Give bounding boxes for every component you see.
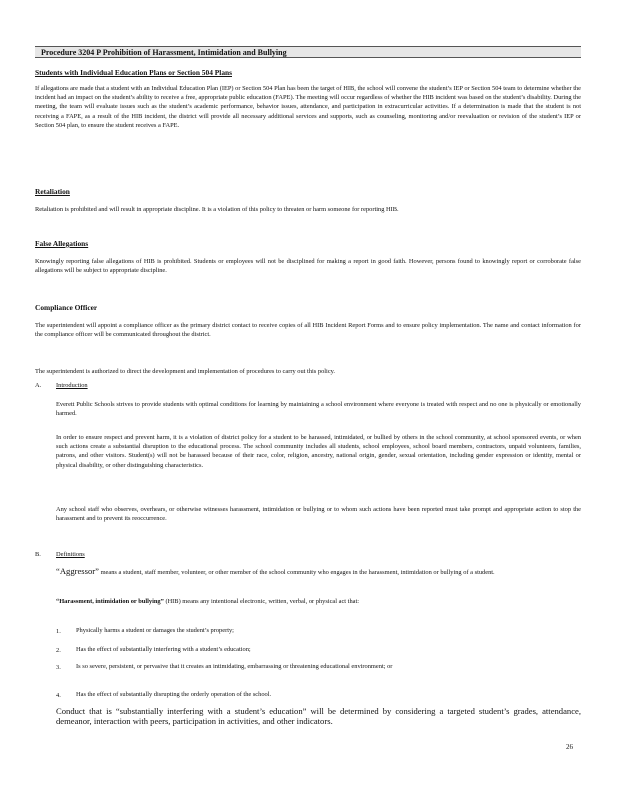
definitions-heading: Definitions [56,551,85,558]
page-number: 26 [566,743,573,751]
compliance-paragraph-2: The superintendent is authorized to direct the development and implementation of procedures to carry out this policy. [35,368,336,375]
list-item-text: Has the effect of substantially interfering with a student’s education; [76,646,251,653]
introduction-paragraph-2: In order to ensure respect and prevent harm, it is a violation of district policy for a student to be harassed, intimidated, or bullied by others in the school community, at school sponsored events, or when such actions create a substantial disruption to the educational process. The school community includes all students, school employees, school board members, contractors, unpaid volunteers, families, patrons, and other visitors. Student(s) will not be harassed because of their race, color, religion, ancestry, national origin, gender, sexual orientation, including gender expression or identity, mental or physical disability, or other distinguishing characteristics. [56,434,581,469]
false-allegations-heading: False Allegations [35,239,89,248]
compliance-heading: Compliance Officer [35,303,98,312]
hib-term: “Harassment, intimidation or bullying” [56,598,164,605]
introduction-heading: Introduction [56,382,88,389]
conduct-paragraph: Conduct that is “substantially interfering with a student’s education” will be determined by considering a targeted student’s grades, attendance, demeanor, interaction with peers, participation in activities, and other indicators. [56,706,581,727]
retaliation-paragraph: Retaliation is prohibited and will result in appropriate discipline. It is a violation of this policy to threaten or harm someone for reporting HIB. [35,206,399,213]
introduction-paragraph-1: Everett Public Schools strives to provide students with optimal conditions for learning by maintaining a school environment where everyone is treated with respect and no one is physically or emotionally harmed. [56,401,581,418]
list-item-number: 4. [56,692,61,699]
list-item-number: 1. [56,628,61,635]
list-item-number: 2. [56,647,61,654]
hib-definition [56,597,581,606]
list-item-text: Has the effect of substantially disrupting the orderly operation of the school. [76,691,272,698]
list-item-text: Is so severe, persistent, or pervasive that it creates an intimidating, embarrassing or threatening educational environment; or [76,663,393,670]
false-allegations-paragraph: Knowingly reporting false allegations of HIB is prohibited. Students or employees will not be disciplined for making a report in good faith. However, persons found to knowingly report or corroborate false allegations will be subject to appropriate discipline. [35,258,581,275]
retaliation-heading: Retaliation [35,187,70,196]
students-paragraph: If allegations are made that a student with an Individual Education Plan (IEP) or Section 504 Plan has been the target of HIB, the school will convene the student’s IEP or Section 504 team to determine whether the incident had an impact on the student’s ability to receive a free, appropriate public education (FAPE). The meeting will occur regardless of whether the HIB incident was based on the student’s disability. During the meeting, the team will evaluate issues such as the student’s academic performance, behavior issues, attendance, and participation in extracurricular activities. If a determination is made that the student is not receiving a FAPE, as a result of the HIB incident, the district will provide all necessary additional services and supports, such as counseling, monitoring and/or reevaluation or revision of the student’s IEP or Section 504 plan, to ensure the student receives a FAPE. [35,85,581,129]
procedure-header: Procedure 3204 P Prohibition of Harassment, Intimidation and Bullying [35,46,581,58]
hib-text: (HIB) means any intentional electronic, written, verbal, or physical act that: [165,598,360,605]
section-a-label: A. [35,382,42,389]
aggressor-definition [56,566,581,577]
aggressor-term: “Aggressor” [56,566,99,576]
students-heading: Students with Individual Education Plans or Section 504 Plans [35,68,232,77]
aggressor-text: means a student, staff member, volunteer, or other member of the school community who engages in the harassment, intimidation or bullying of a student. [100,569,495,576]
list-item-text: Physically harms a student or damages the student’s property; [76,627,234,634]
list-item-number: 3. [56,664,61,671]
compliance-paragraph-1: The superintendent will appoint a compliance officer as the primary district contact to receive copies of all HIB Incident Report Forms and to ensure policy implementation. The name and contact information for the compliance officer will be communicated throughout the district. [35,322,581,339]
section-b-label: B. [35,551,41,558]
introduction-paragraph-3: Any school staff who observes, overhears, or otherwise witnesses harassment, intimidation or bullying or to whom such actions have been reported must take prompt and appropriate action to stop the harassment and to prevent its reoccurrence. [56,506,581,523]
